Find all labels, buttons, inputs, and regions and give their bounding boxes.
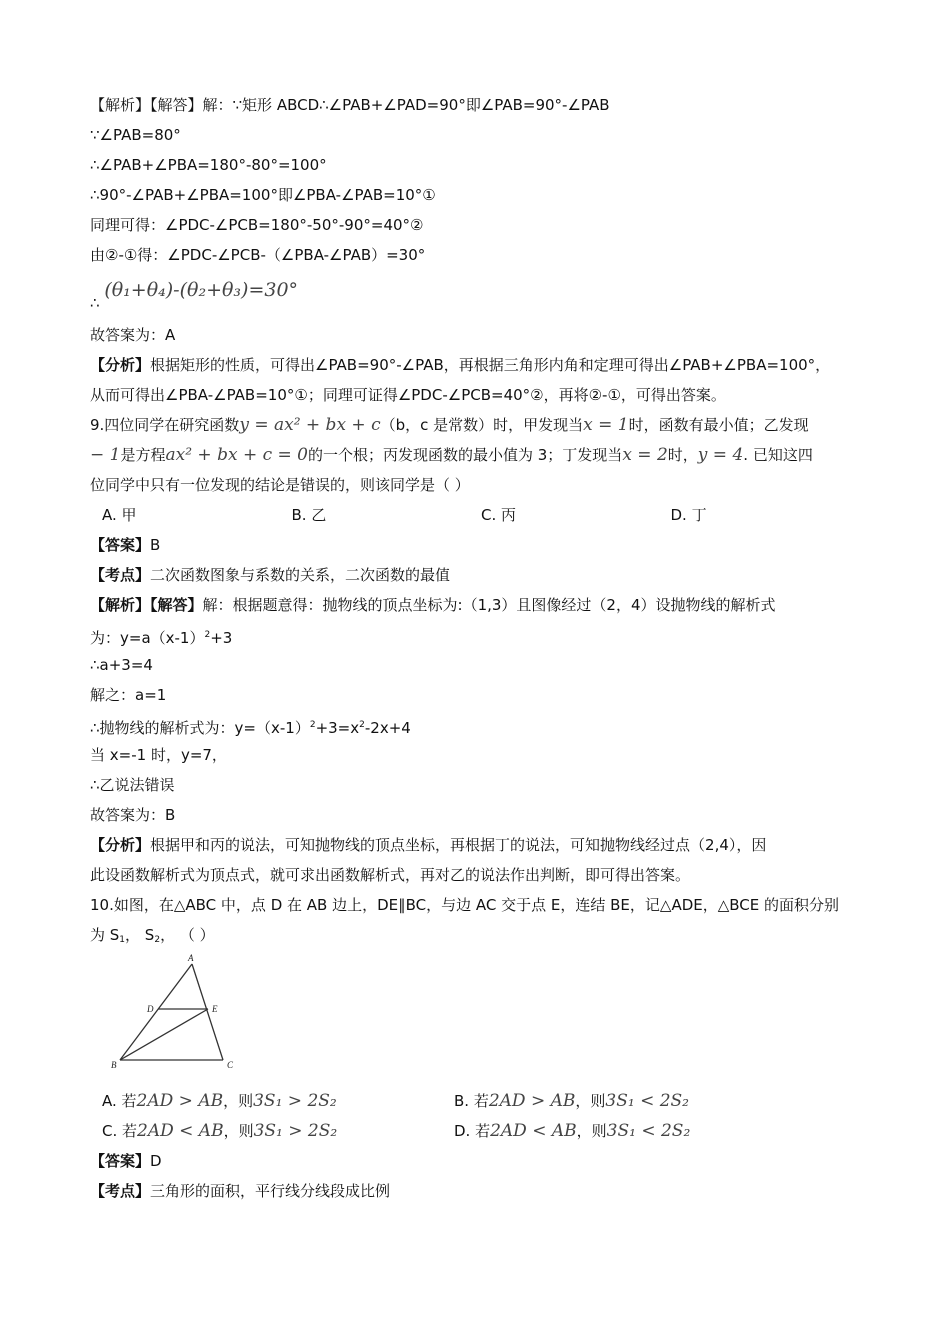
- q10-option-c[interactable]: [102, 1116, 454, 1146]
- q8-analysis-line-2: 从而可得出∠PBA-∠PAB=10°①；同理可证得∠PDC-∠PCB=40°②，再将②-①，可得出答案。: [90, 386, 726, 404]
- option-text: B. 若: [454, 1092, 489, 1110]
- q10-stem-text: ， （ ）: [160, 926, 215, 944]
- analysis-tag: 【分析】: [90, 836, 151, 854]
- q8-solution-line-3: ∴∠PAB+∠PBA=180°-80°=100°: [90, 156, 327, 174]
- q9-solution-line-1: [90, 590, 860, 620]
- option-text: ，则: [223, 1122, 254, 1140]
- q9-analysis-line-2: 此设函数解析式为顶点式，就可求出函数解析式，再对乙的说法作出判断，即可得出答案。: [90, 866, 691, 884]
- option-text: ，则: [575, 1092, 606, 1110]
- q10-answer: D: [150, 1152, 162, 1170]
- q9-stem-line-3: 位同学中只有一位发现的结论是错误的，则该同学是（ ）: [90, 476, 470, 494]
- label-b: B: [111, 1060, 117, 1070]
- answer-tag: 【答案】: [90, 1152, 151, 1170]
- q9-solution-line-3: ∴a+3=4: [90, 656, 153, 674]
- q9-option-d[interactable]: D. 丁: [670, 506, 707, 524]
- q9-answer-line: [90, 530, 860, 560]
- q9-solution-line-7: ∴乙说法错误: [90, 776, 175, 794]
- q8-solution-line-1: 【解析】【解答】解：∵矩形 ABCD∴∠PAB+∠PAD=90°即∠PAB=90°-∠PAB: [90, 96, 610, 114]
- q8-solution-line-7: [90, 270, 860, 320]
- q9-stem-line-2: [90, 440, 860, 470]
- q9-stem-text: 时，: [667, 446, 698, 464]
- q9-stem-line-1: [90, 410, 860, 440]
- option-condition: 2AD < AB: [137, 1121, 224, 1141]
- q9-point-line: [90, 560, 860, 590]
- q9-point: 二次函数图象与系数的关系，二次函数的最值: [150, 566, 451, 584]
- q9-solution-line-5: [90, 710, 860, 740]
- q9-function-formula: y = ax² + bx + c: [239, 415, 381, 435]
- q8-solution-line-5: 同理可得：∠PDC-∠PCB=180°-50°-90°=40°②: [90, 216, 424, 234]
- q10-stem-text: ， S: [125, 926, 155, 944]
- superscript: 2: [204, 630, 211, 640]
- q10-stem-text: 为 S: [90, 926, 120, 944]
- option-text: A. 若: [102, 1092, 137, 1110]
- point-tag: 【考点】: [90, 566, 151, 584]
- label-c: C: [227, 1060, 234, 1070]
- solution-tag: 【解析】【解答】: [90, 596, 203, 614]
- q9-stem-text: . 已知这四: [743, 446, 813, 464]
- option-condition: 2AD > AB: [488, 1091, 576, 1111]
- q8-answer-line: 故答案为：A: [90, 326, 176, 344]
- q9-option-c[interactable]: C. 丙: [481, 506, 517, 524]
- label-d: D: [147, 1004, 154, 1014]
- q10-point: 三角形的面积，平行线分线段成比例: [150, 1182, 391, 1200]
- point-tag: 【考点】: [90, 1182, 151, 1200]
- q10-stem-line-1: 10.如图，在△ABC 中，点 D 在 AB 边上，DE∥BC，与边 AC 交于点 E，连结 BE，记△ADE，△BCE 的面积分别: [90, 896, 840, 914]
- option-text: ，则: [223, 1092, 254, 1110]
- q10-triangle-figure: [90, 950, 860, 1086]
- q9-stem-text: 时，函数有最小值；乙发现: [628, 416, 809, 434]
- q9-solution-line-6: 当 x=-1 时，y=7，: [90, 746, 227, 764]
- q9-analysis-text-1: 根据甲和丙的说法，可知抛物线的顶点坐标，再根据丁的说法，可知抛物线经过点（2,4），因: [150, 836, 767, 854]
- q8-solution-line-6: 由②-①得：∠PDC-∠PCB-（∠PBA-∠PAB）=30°: [90, 246, 426, 264]
- q8-solution-line-4: ∴90°-∠PAB+∠PBA=100°即∠PBA-∠PAB=10°①: [90, 186, 436, 204]
- q10-point-line: [90, 1176, 860, 1206]
- q9-stem-text: 的一个根；丙发现函数的最小值为 3；丁发现当: [307, 446, 623, 464]
- option-condition: 2AD > AB: [136, 1091, 224, 1111]
- answer-tag: 【答案】: [90, 536, 151, 554]
- q9-formula-y4: y = 4: [697, 445, 744, 465]
- q9-solution-line-4: 解之：a=1: [90, 686, 167, 704]
- q10-option-b[interactable]: [454, 1086, 806, 1116]
- q9-solution-text: +3=x: [315, 719, 360, 737]
- q9-equation-formula: ax² + bx + c = 0: [165, 445, 308, 465]
- q10-options-row-2: [90, 1116, 860, 1146]
- q8-analysis-line-1: [90, 350, 860, 380]
- q10-stem-line-2: [90, 920, 860, 950]
- q9-option-a[interactable]: A. 甲: [102, 506, 137, 524]
- q9-solution-text: -2x+4: [364, 719, 411, 737]
- segment-be: [120, 1009, 208, 1060]
- q9-formula-x2: x = 2: [622, 445, 668, 465]
- triangle-diagram: [100, 950, 250, 1075]
- subscript: 2: [154, 935, 161, 945]
- side-ab: [120, 964, 192, 1060]
- q8-final-formula: (θ₁+θ₄)-(θ₂+θ₃)=30°: [104, 279, 299, 301]
- option-text: D. 若: [454, 1122, 491, 1140]
- therefore-symbol: ∴: [90, 294, 100, 312]
- q9-stem-text: 是方程: [120, 446, 166, 464]
- q9-solution-text-1: 解：根据题意得：抛物线的顶点坐标为:（1,3）且图像经过（2，4）设抛物线的解析式: [202, 596, 776, 614]
- q9-stem-text: （b，c 是常数）时，甲发现当: [380, 416, 584, 434]
- superscript: 2: [309, 720, 316, 730]
- q9-solution-text: ∴抛物线的解析式为：y=（x-1）: [90, 719, 310, 737]
- q9-solution-line-2: [90, 620, 860, 650]
- side-ac: [192, 964, 223, 1060]
- q10-option-a[interactable]: [102, 1086, 454, 1116]
- q10-option-d[interactable]: [454, 1116, 806, 1146]
- q10-answer-line: [90, 1146, 860, 1176]
- option-result: 3S₁ < 2S₂: [606, 1121, 691, 1141]
- label-e: E: [212, 1004, 218, 1014]
- q9-solution-text: 为：y=a（x-1）: [90, 629, 205, 647]
- subscript: 1: [119, 935, 126, 945]
- option-result: 3S₁ > 2S₂: [253, 1091, 337, 1111]
- q8-solution-line-2: ∵∠PAB=80°: [90, 126, 181, 144]
- analysis-tag: 【分析】: [90, 356, 151, 374]
- q9-answer: B: [150, 536, 161, 554]
- q9-option-b[interactable]: B. 乙: [291, 506, 327, 524]
- q10-options-row-1: [90, 1086, 860, 1116]
- q8-analysis-text-1: 根据矩形的性质，可得出∠PAB=90°-∠PAB，再根据三角形内角和定理可得出∠PAB+∠PBA=100°，: [150, 356, 831, 374]
- option-text: C. 若: [102, 1122, 138, 1140]
- option-text: ，则: [576, 1122, 607, 1140]
- q9-formula-neg1: − 1: [90, 445, 121, 465]
- q9-solution-line-8: 故答案为：B: [90, 806, 176, 824]
- q9-analysis-line-1: [90, 830, 860, 860]
- q9-solution-text: +3: [210, 629, 233, 647]
- option-result: 3S₁ > 2S₂: [253, 1121, 338, 1141]
- q9-formula-x1: x = 1: [583, 415, 629, 435]
- document-page: [90, 90, 860, 1206]
- label-a: A: [188, 953, 194, 963]
- q9-options: [90, 500, 860, 530]
- option-result: 3S₁ < 2S₂: [605, 1091, 689, 1111]
- option-condition: 2AD < AB: [490, 1121, 577, 1141]
- superscript: 2: [359, 720, 365, 730]
- q9-stem-text: 9.四位同学在研究函数: [90, 416, 240, 434]
